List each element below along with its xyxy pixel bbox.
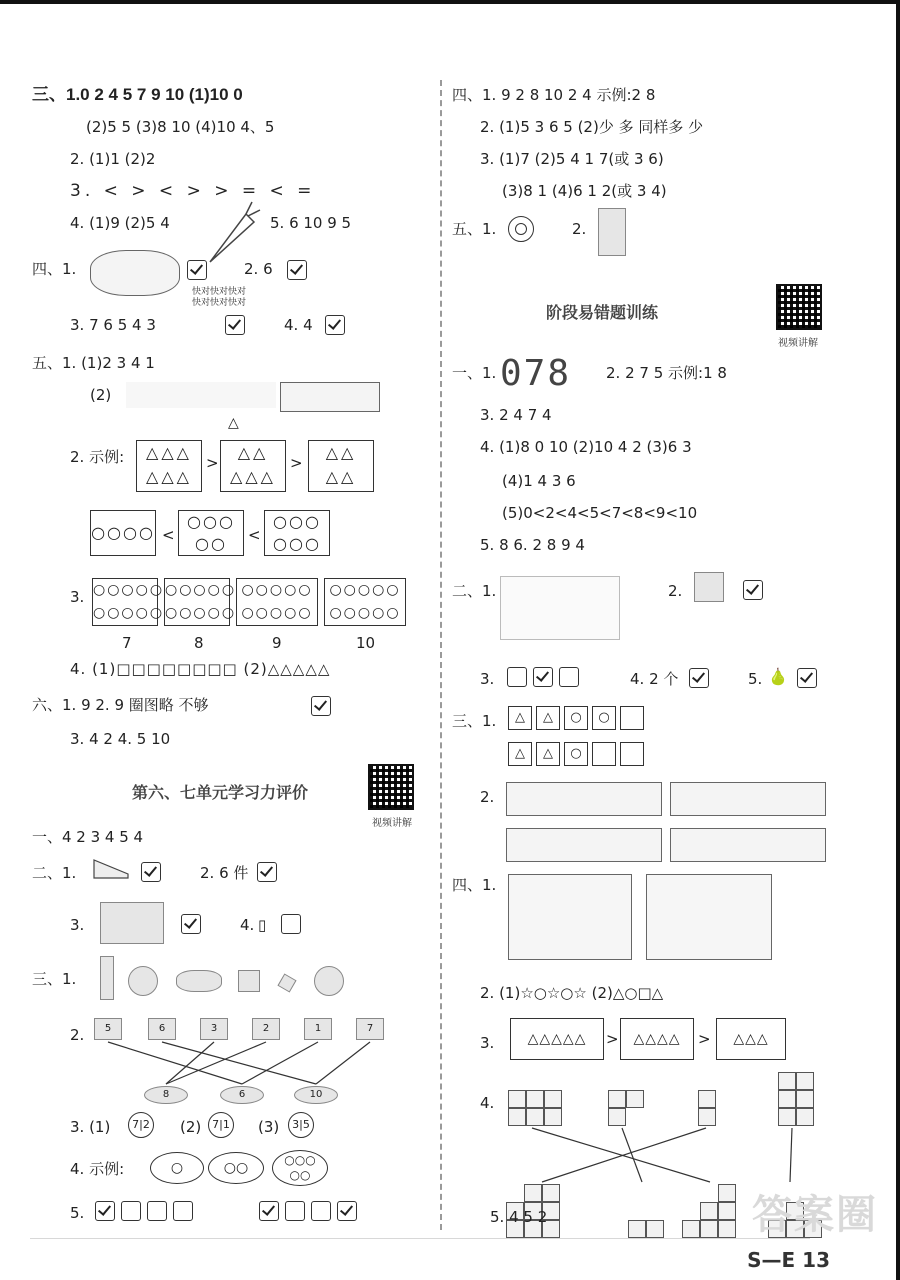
cube-block bbox=[718, 1220, 736, 1238]
shape-box: ○ bbox=[564, 742, 588, 766]
r-a2: 3. 2 4 7 4 bbox=[480, 406, 552, 424]
ball-shape bbox=[314, 966, 344, 996]
numbered-cube: 7 bbox=[356, 1018, 384, 1040]
text: 三、1.0 2 4 5 7 9 10 (1)10 0 bbox=[32, 85, 243, 104]
r-sec5-line1b: 2. bbox=[572, 220, 587, 238]
circle-box-6: ○○○ ○○○ bbox=[264, 510, 330, 556]
checkbox-checked bbox=[181, 914, 201, 934]
triangle-box: △△△△ bbox=[620, 1018, 694, 1060]
r-c1: 三、1. bbox=[452, 712, 497, 730]
eval-line6b: (2) bbox=[180, 1118, 202, 1136]
r-b1: 二、1. bbox=[452, 582, 497, 600]
shape-box: △ bbox=[508, 742, 532, 766]
sec3-line2: (2)5 5 (3)8 10 (4)10 4、5 bbox=[86, 118, 275, 136]
r-sec4-line2: 2. (1)5 3 6 5 (2)少 多 同样多 少 bbox=[480, 118, 704, 136]
cube-block bbox=[526, 1090, 544, 1108]
r-a1: 一、1. bbox=[452, 364, 497, 382]
cube-block bbox=[524, 1184, 542, 1202]
count-label: 8 bbox=[194, 634, 204, 652]
numbered-cube: 1 bbox=[304, 1018, 332, 1040]
shape-box: ○ bbox=[564, 706, 588, 730]
cube-block bbox=[608, 1090, 626, 1108]
footer-rule bbox=[30, 1238, 810, 1239]
cube-block bbox=[508, 1108, 526, 1126]
sec5-line1: 五、1. (1)2 3 4 1 bbox=[32, 354, 155, 372]
sec3-line1 bbox=[32, 84, 243, 106]
less-sign: < bbox=[248, 526, 261, 544]
qr-code bbox=[776, 284, 822, 330]
eval-line6: 3. (1) bbox=[70, 1118, 111, 1136]
numbered-cube: 6 bbox=[148, 1018, 176, 1040]
vehicles-strip-image bbox=[506, 782, 662, 816]
triangle-box-6: △△△ △△△ bbox=[136, 440, 202, 492]
cuboid-shape bbox=[100, 956, 114, 1000]
shape-box: △ bbox=[536, 742, 560, 766]
cube-block bbox=[526, 1108, 544, 1126]
plants-strip-image bbox=[670, 828, 826, 862]
checkbox-checked bbox=[311, 696, 331, 716]
sec4-line2b: 4. 4 bbox=[284, 316, 313, 334]
section-title: 第六、七单元学习力评价 bbox=[132, 783, 309, 802]
greater-sign: > bbox=[698, 1030, 711, 1048]
shape-box bbox=[620, 742, 644, 766]
triangle-mark: △ bbox=[228, 415, 239, 431]
half-right: 2 bbox=[142, 1118, 150, 1131]
checkbox-empty bbox=[507, 667, 527, 687]
section-title: 阶段易错题训练 bbox=[546, 303, 659, 322]
checkbox-checked bbox=[797, 668, 817, 688]
sec5-line3: 2. 示例: bbox=[70, 448, 125, 466]
circle-box-4: ○○○○ bbox=[90, 510, 156, 556]
cube-block bbox=[700, 1202, 718, 1220]
eval-line2b: 2. 6 件 bbox=[200, 864, 249, 882]
matching-lines bbox=[452, 1126, 832, 1186]
cube-block bbox=[626, 1090, 644, 1108]
checkbox-checked bbox=[325, 315, 345, 335]
triangle-box-4: △△ △△ bbox=[308, 440, 374, 492]
checkbox-empty bbox=[121, 1201, 141, 1221]
r-a4: (4)1 4 3 6 bbox=[502, 472, 576, 490]
cube-block bbox=[628, 1220, 646, 1238]
eval-line3: 3. bbox=[70, 916, 85, 934]
cube-block bbox=[778, 1072, 796, 1090]
pear-icon: 🍐 bbox=[768, 667, 788, 686]
triangle-box: △△△△△ bbox=[510, 1018, 604, 1060]
cube-shape bbox=[238, 970, 260, 992]
shape-box-row-2 bbox=[506, 742, 646, 766]
cube-block bbox=[718, 1202, 736, 1220]
right-border bbox=[896, 0, 900, 1280]
bread-basket-image bbox=[90, 250, 180, 296]
sec3-line4: 3. < > < > > = < = bbox=[70, 181, 316, 201]
count-label: 7 bbox=[122, 634, 132, 652]
count-label: 9 bbox=[272, 634, 282, 652]
plate-8: 8 bbox=[144, 1086, 188, 1104]
eval-line4: 三、1. bbox=[32, 970, 77, 988]
split-circle: 3|5 bbox=[288, 1112, 314, 1138]
checkbox-checked bbox=[257, 862, 277, 882]
top-border bbox=[0, 0, 900, 4]
split-circle: 7|1 bbox=[208, 1112, 234, 1138]
sec3-line3: 2. (1)1 (2)2 bbox=[70, 150, 156, 168]
checkbox-empty bbox=[285, 1201, 305, 1221]
sec5-line4: 3. bbox=[70, 588, 85, 606]
half-right: 1 bbox=[222, 1118, 230, 1131]
checkbox-checked bbox=[141, 862, 161, 882]
checkbox-checked bbox=[533, 667, 553, 687]
animals-row-image bbox=[126, 382, 276, 408]
sec4-line2a: 3. 7 6 5 4 3 bbox=[70, 316, 156, 334]
split-circle: 7|2 bbox=[128, 1112, 154, 1138]
half-left: 7 bbox=[212, 1118, 220, 1131]
cube-block bbox=[608, 1108, 626, 1126]
r-c2: 2. bbox=[480, 788, 495, 806]
greater-sign: > bbox=[290, 454, 303, 472]
cube-block bbox=[698, 1090, 716, 1108]
qr-caption: 视频讲解 bbox=[372, 818, 412, 829]
checkbox-empty bbox=[281, 914, 301, 934]
numbered-cube: 2 bbox=[252, 1018, 280, 1040]
sec4-line1: 四、1. bbox=[32, 260, 77, 278]
shape-box: △ bbox=[508, 706, 532, 730]
pandas-flames-table-image bbox=[508, 874, 632, 960]
r-b2c: 5. bbox=[748, 670, 763, 688]
circle-box-5: ○○○ ○○ bbox=[178, 510, 244, 556]
furniture-strip-image bbox=[506, 828, 662, 862]
disc-shape bbox=[176, 970, 222, 992]
greater-sign: > bbox=[606, 1030, 619, 1048]
plate-6: 6 bbox=[220, 1086, 264, 1104]
cube-block bbox=[796, 1072, 814, 1090]
checkbox-checked bbox=[95, 1201, 115, 1221]
r-sec4-line1: 四、1. 9 2 8 10 2 4 示例:2 8 bbox=[452, 86, 656, 104]
r-b1b: 2. bbox=[668, 582, 683, 600]
circle-grid: ○○○○○ ○○○○○ bbox=[92, 578, 158, 626]
qr-code bbox=[368, 764, 414, 810]
checkbox-empty bbox=[173, 1201, 193, 1221]
r-sec5-line1: 五、1. bbox=[452, 220, 497, 238]
eval-line6c: (3) bbox=[258, 1118, 280, 1136]
cube-block bbox=[542, 1184, 560, 1202]
eval-line2: 二、1. bbox=[32, 864, 77, 882]
half-right: 5 bbox=[302, 1118, 310, 1131]
r-sec4-line3: 3. (1)7 (2)5 4 1 7(或 3 6) bbox=[480, 150, 664, 168]
circle-grid: ○○○○○ ○○○○○ bbox=[164, 578, 230, 626]
checkbox-checked bbox=[743, 580, 763, 600]
r-b2b: 4. 2 个 bbox=[630, 670, 679, 688]
sec3-line5: 4. (1)9 (2)5 4 bbox=[70, 214, 170, 232]
cube-block bbox=[718, 1184, 736, 1202]
half-left: 3 bbox=[292, 1118, 300, 1131]
r-a6: 5. 8 6. 2 8 9 4 bbox=[480, 536, 585, 554]
trees-chairs-table-image bbox=[646, 874, 772, 960]
checkbox-checked bbox=[689, 668, 709, 688]
cube-block bbox=[508, 1090, 526, 1108]
r-d3: 3. bbox=[480, 1034, 495, 1052]
oval-5: ○○○ ○○ bbox=[272, 1150, 328, 1186]
sec5-line2: (2) bbox=[90, 386, 112, 404]
sec4-line1b: 2. 6 bbox=[244, 260, 273, 278]
checkbox-checked bbox=[337, 1201, 357, 1221]
checkbox-row bbox=[504, 666, 582, 687]
greater-sign: > bbox=[206, 454, 219, 472]
less-sign: < bbox=[162, 526, 175, 544]
half-left: 7 bbox=[132, 1118, 140, 1131]
r-d5: 5. 4 5 2 bbox=[490, 1208, 548, 1226]
ball-shape bbox=[128, 966, 158, 996]
boxes-image bbox=[100, 902, 164, 944]
checkbox-row-a bbox=[92, 1200, 196, 1221]
cube-block bbox=[682, 1220, 700, 1238]
shape-box bbox=[620, 706, 644, 730]
triangle-box-5: △△ △△△ bbox=[220, 440, 286, 492]
watermark-logo: 答案圈 bbox=[752, 1192, 878, 1238]
column-divider bbox=[440, 80, 442, 1230]
checkbox-checked bbox=[287, 260, 307, 280]
numbered-cube: 3 bbox=[200, 1018, 228, 1040]
r-d1: 四、1. bbox=[452, 876, 497, 894]
cube-block bbox=[796, 1108, 814, 1126]
r-a3: 4. (1)8 0 10 (2)10 4 2 (3)6 3 bbox=[480, 438, 692, 456]
digital-number: 078 bbox=[500, 353, 572, 394]
plate-10: 10 bbox=[294, 1086, 338, 1104]
eval-line1: 一、4 2 3 4 5 4 bbox=[32, 828, 144, 846]
numbered-cube: 5 bbox=[94, 1018, 122, 1040]
caption: 快对快对快对 bbox=[192, 287, 247, 297]
shape-box-row-1 bbox=[506, 706, 646, 730]
cube-block bbox=[698, 1108, 716, 1126]
shape-box: △ bbox=[536, 706, 560, 730]
eval-line7: 4. 示例: bbox=[70, 1160, 125, 1178]
sec3-line5b: 5. 6 10 9 5 bbox=[270, 214, 352, 232]
r-b2a: 3. bbox=[480, 670, 495, 688]
eval-line3b: 4. bbox=[240, 916, 255, 934]
cube-block bbox=[778, 1108, 796, 1126]
sec5-line5: 4. (1)□□□□□□□□ (2)△△△△△ bbox=[70, 660, 331, 678]
triangle-box: △△△ bbox=[716, 1018, 786, 1060]
animals-strip-image bbox=[670, 782, 826, 816]
cube-block bbox=[646, 1220, 664, 1238]
sec6-line1: 六、1. 9 2. 9 圈图略 不够 bbox=[32, 696, 209, 714]
cylinder-icon: ▯ bbox=[258, 916, 267, 934]
ramp-icon bbox=[92, 858, 132, 882]
animals-box-image bbox=[280, 382, 380, 412]
checkbox-checked bbox=[259, 1201, 279, 1221]
checkbox-empty bbox=[559, 667, 579, 687]
small-cylinder-shape bbox=[277, 973, 296, 992]
cube-stack-image bbox=[694, 572, 724, 602]
checkbox-empty bbox=[311, 1201, 331, 1221]
r-a5: (5)0<2<4<5<7<8<9<10 bbox=[502, 504, 698, 522]
qr-caption: 视频讲解 bbox=[778, 338, 818, 349]
checkbox-checked bbox=[187, 260, 207, 280]
r-a1b: 2. 2 7 5 示例:1 8 bbox=[606, 364, 727, 382]
checkbox-checked bbox=[225, 315, 245, 335]
checkbox-row-b bbox=[256, 1200, 360, 1221]
cube-block bbox=[544, 1090, 562, 1108]
circle-grid: ○○○○○ ○○○○○ bbox=[324, 578, 406, 626]
circle-grid: ○○○○○ ○○○○○ bbox=[236, 578, 318, 626]
inner-circle bbox=[515, 223, 527, 235]
cube-block bbox=[700, 1220, 718, 1238]
oval-2: ○○ bbox=[208, 1152, 264, 1184]
cube-block bbox=[544, 1108, 562, 1126]
caption: 快对快对快对 bbox=[192, 298, 247, 308]
sec6-line2: 3. 4 2 4. 5 10 bbox=[70, 730, 171, 748]
count-label: 10 bbox=[356, 634, 376, 652]
r-d2: 2. (1)☆○☆○☆ (2)△○□△ bbox=[480, 984, 664, 1002]
cube-block bbox=[778, 1090, 796, 1108]
maze-image bbox=[500, 576, 620, 640]
shape-box bbox=[592, 742, 616, 766]
cuboid-shape bbox=[598, 208, 626, 256]
eval-line5: 2. bbox=[70, 1026, 85, 1044]
shape-box: ○ bbox=[592, 706, 616, 730]
r-d4: 4. bbox=[480, 1094, 495, 1112]
page-number: S—E 13 bbox=[747, 1248, 830, 1272]
eval-line8: 5. bbox=[70, 1204, 85, 1222]
checkbox-empty bbox=[147, 1201, 167, 1221]
cube-block bbox=[796, 1090, 814, 1108]
r-sec4-line4: (3)8 1 (4)6 1 2(或 3 4) bbox=[502, 182, 667, 200]
oval-1: ○ bbox=[150, 1152, 204, 1184]
